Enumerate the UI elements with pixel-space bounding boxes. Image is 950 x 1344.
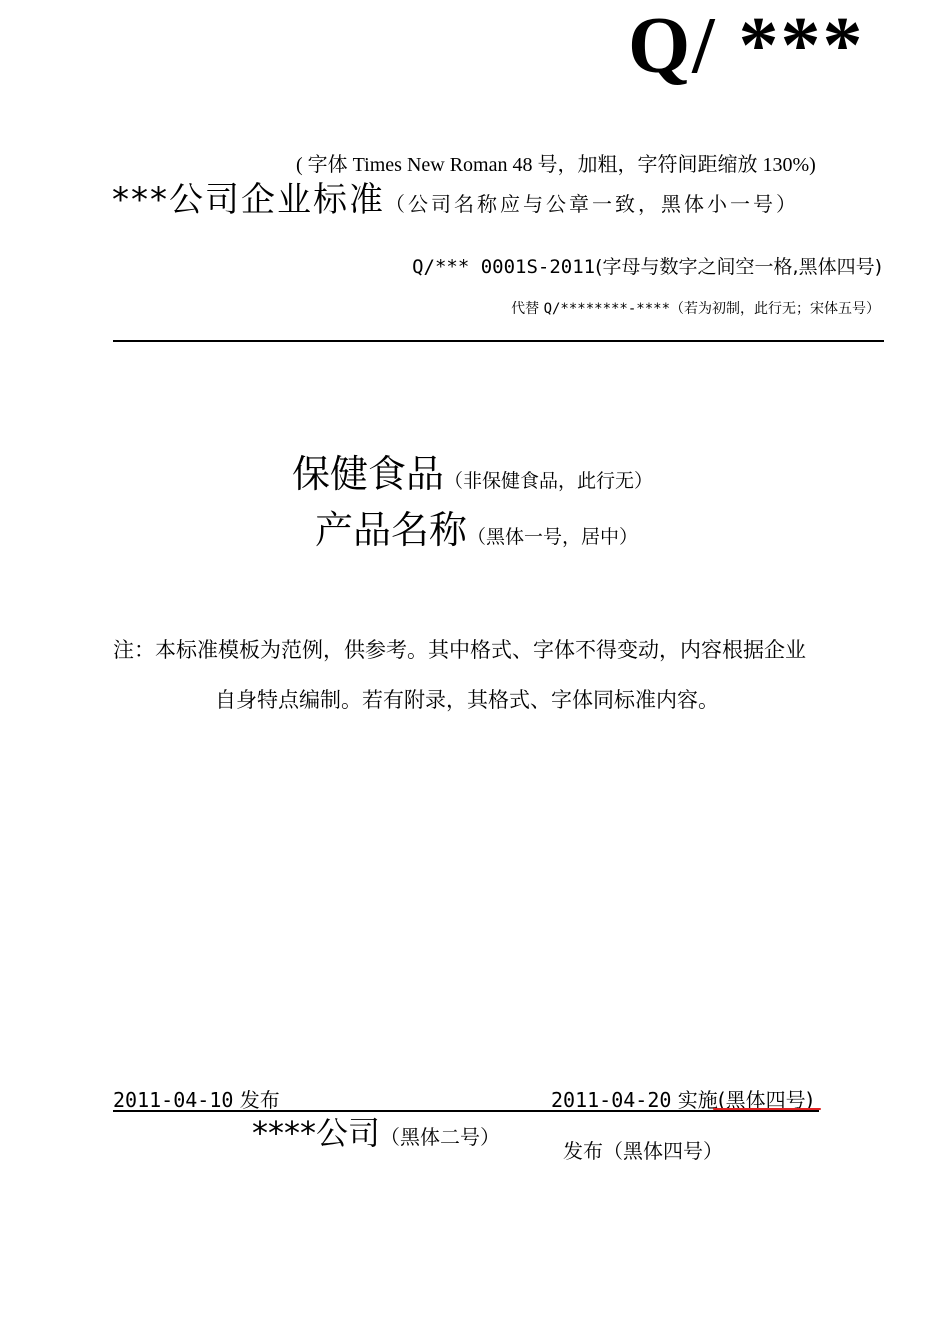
product-name: 产品名称 (315, 508, 468, 552)
issue-label: 发布 (239, 1088, 280, 1112)
implementation-note: (黑体四号) (717, 1088, 814, 1112)
standard-number-note: (字母与数字之间空一格,黑体四号) (595, 256, 882, 278)
product-category-heading (292, 452, 653, 498)
standard-code-note: ( 字体 Times New Roman 48 号，加粗，字符间距缩放 130%) (296, 154, 816, 176)
replaces-code: Q/********-**** (543, 301, 670, 317)
issue-date: 2011-04-10 (113, 1088, 234, 1112)
standard-number-code: Q/*** 0001S-2011 (412, 256, 596, 278)
product-name-note: （黑体一号，居中） (467, 526, 639, 548)
publisher-note: （黑体二号） (380, 1125, 501, 1149)
company-name: ***公司企业标准 (112, 180, 385, 220)
header-divider (113, 340, 884, 342)
note-line-2: 自身特点编制。若有附录，其格式、字体同标准内容。 (215, 688, 719, 712)
standard-code: Q/ *** (628, 2, 865, 90)
replaces-line (511, 298, 880, 318)
company-standard-title (112, 180, 799, 221)
footer-divider (113, 1110, 819, 1112)
standard-number (412, 252, 882, 279)
replaces-note: （若为初制，此行无；宋体五号） (670, 302, 880, 317)
product-name-heading (315, 508, 638, 554)
publisher-name: ****公司 (252, 1114, 381, 1152)
issue-date-line (113, 1084, 280, 1113)
note-line-1: 注：本标准模板为范例，供参考。其中格式、字体不得变动，内容根据企业 (113, 638, 806, 662)
publisher-line (252, 1114, 500, 1152)
replaces-label: 代替 (511, 302, 540, 317)
implementation-label: 实施 (677, 1088, 718, 1112)
product-category: 保健食品 (292, 452, 445, 496)
product-category-note: （非保健食品，此行无） (444, 470, 654, 492)
implementation-date: 2011-04-20 (551, 1088, 672, 1112)
publish-label: 发布（黑体四号） (563, 1139, 723, 1163)
company-name-note: （公司名称应与公章一致，黑体小一号） (385, 192, 799, 216)
